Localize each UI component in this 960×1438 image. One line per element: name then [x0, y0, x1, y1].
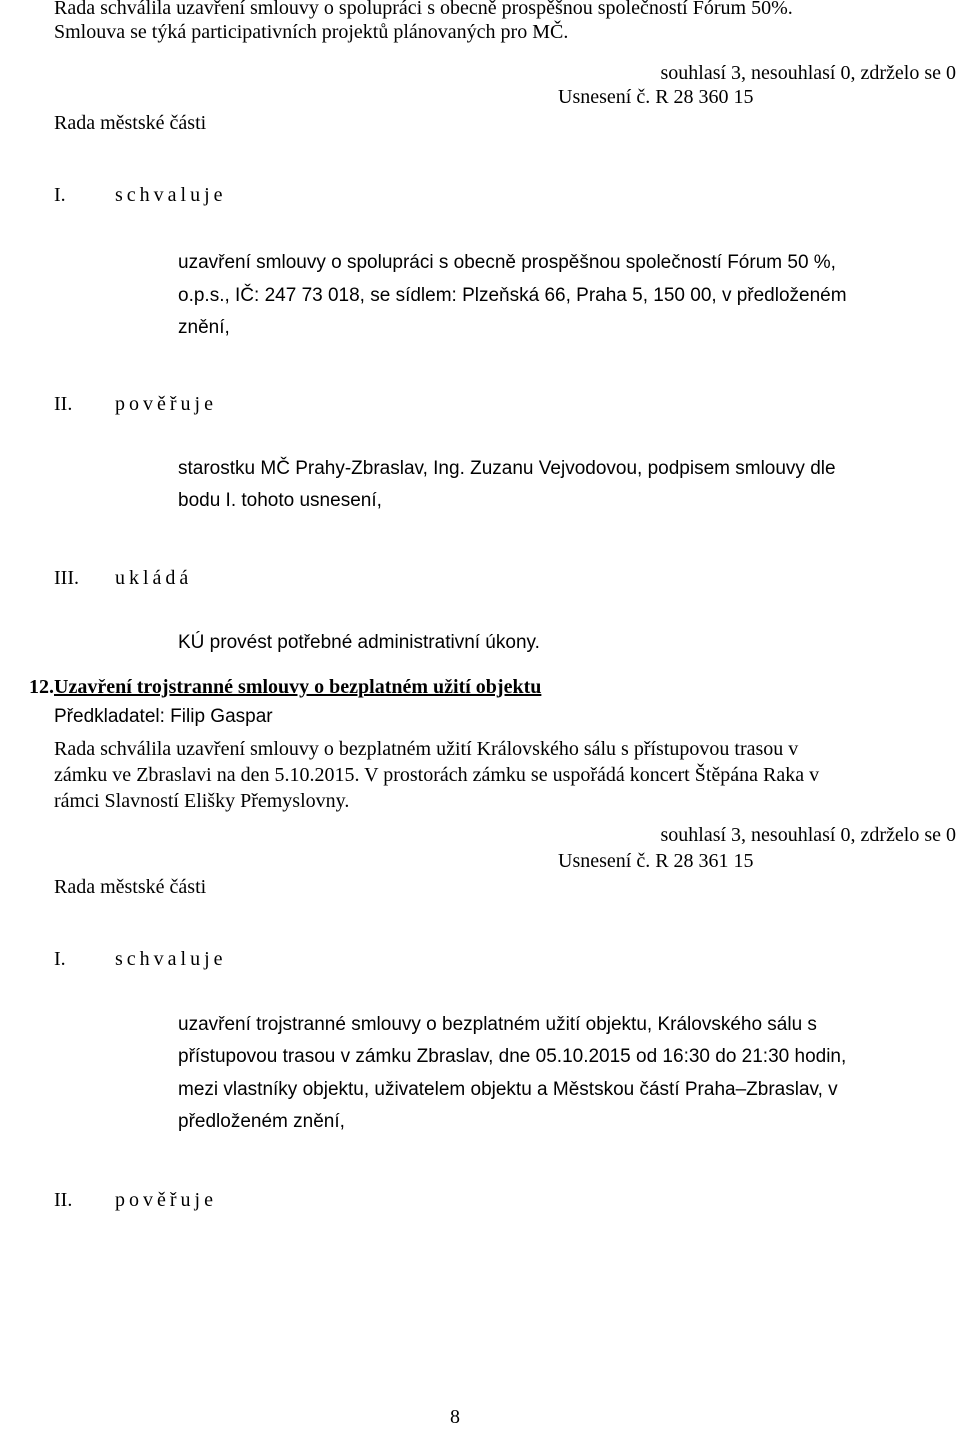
item-text-line: znění,: [178, 317, 230, 338]
item-text-line: uzavření smlouvy o spolupráci s obecně prospěšnou společností Fórum 50 %,: [178, 252, 836, 273]
intro-line-2: Smlouva se týká participativních projektů plánovaných pro MČ.: [54, 21, 569, 43]
intro-line-1: Rada schválila uzavření smlouvy o spolupráci s obecně prospěšnou společností Fórum 50%.: [54, 0, 793, 19]
item-text-line: mezi vlastníky objektu, uživatelem objektu a Městskou částí Praha–Zbraslav, v: [178, 1079, 838, 1100]
section-description-line: Rada schválila uzavření smlouvy o bezplatném užití Královského sálu s přístupovou trasou v: [54, 738, 799, 760]
item-numeral: I.: [54, 948, 66, 970]
item-verb: schvaluje: [115, 184, 227, 206]
section-description-line: rámci Slavností Elišky Přemyslovny.: [54, 790, 350, 812]
section-number: 12.: [29, 676, 54, 698]
resolution-number: Usnesení č. R 28 360 15: [558, 86, 754, 108]
item-numeral: III.: [54, 567, 79, 589]
presenter: Předkladatel: Filip Gaspar: [54, 706, 273, 727]
item-numeral: II.: [54, 393, 73, 415]
item-verb: ukládá: [115, 567, 193, 589]
item-verb: schvaluje: [115, 948, 227, 970]
resolution-number: Usnesení č. R 28 361 15: [558, 850, 754, 872]
item-text-line: předloženém znění,: [178, 1111, 345, 1132]
item-text-line: uzavření trojstranné smlouvy o bezplatném užití objektu, Královského sálu s: [178, 1014, 817, 1035]
section-title: Uzavření trojstranné smlouvy o bezplatném užití objektu: [54, 676, 542, 698]
item-text-line: přístupovou trasou v zámku Zbraslav, dne 05.10.2015 od 16:30 do 21:30 hodin,: [178, 1046, 847, 1067]
item-numeral: II.: [54, 1189, 73, 1211]
vote-result: souhlasí 3, nesouhlasí 0, zdrželo se 0: [660, 62, 956, 84]
vote-result: souhlasí 3, nesouhlasí 0, zdrželo se 0: [660, 824, 956, 846]
item-text-line: bodu I. tohoto usnesení,: [178, 490, 382, 511]
page-number: 8: [450, 1406, 460, 1428]
item-text-line: KÚ provést potřebné administrativní úkony.: [178, 632, 540, 653]
item-text-line: o.p.s., IČ: 247 73 018, se sídlem: Plzeňská 66, Praha 5, 150 00, v předloženém: [178, 285, 847, 306]
item-numeral: I.: [54, 184, 66, 206]
item-text-line: starostku MČ Prahy-Zbraslav, Ing. Zuzanu Vejvodovou, podpisem smlouvy dle: [178, 458, 836, 479]
section-description-line: zámku ve Zbraslavi na den 5.10.2015. V prostorách zámku se uspořádá koncert Štěpána Raka v: [54, 764, 820, 786]
item-verb: pověřuje: [115, 393, 217, 415]
council-label: Rada městské části: [54, 112, 207, 134]
council-label: Rada městské části: [54, 876, 207, 898]
item-verb: pověřuje: [115, 1189, 217, 1211]
